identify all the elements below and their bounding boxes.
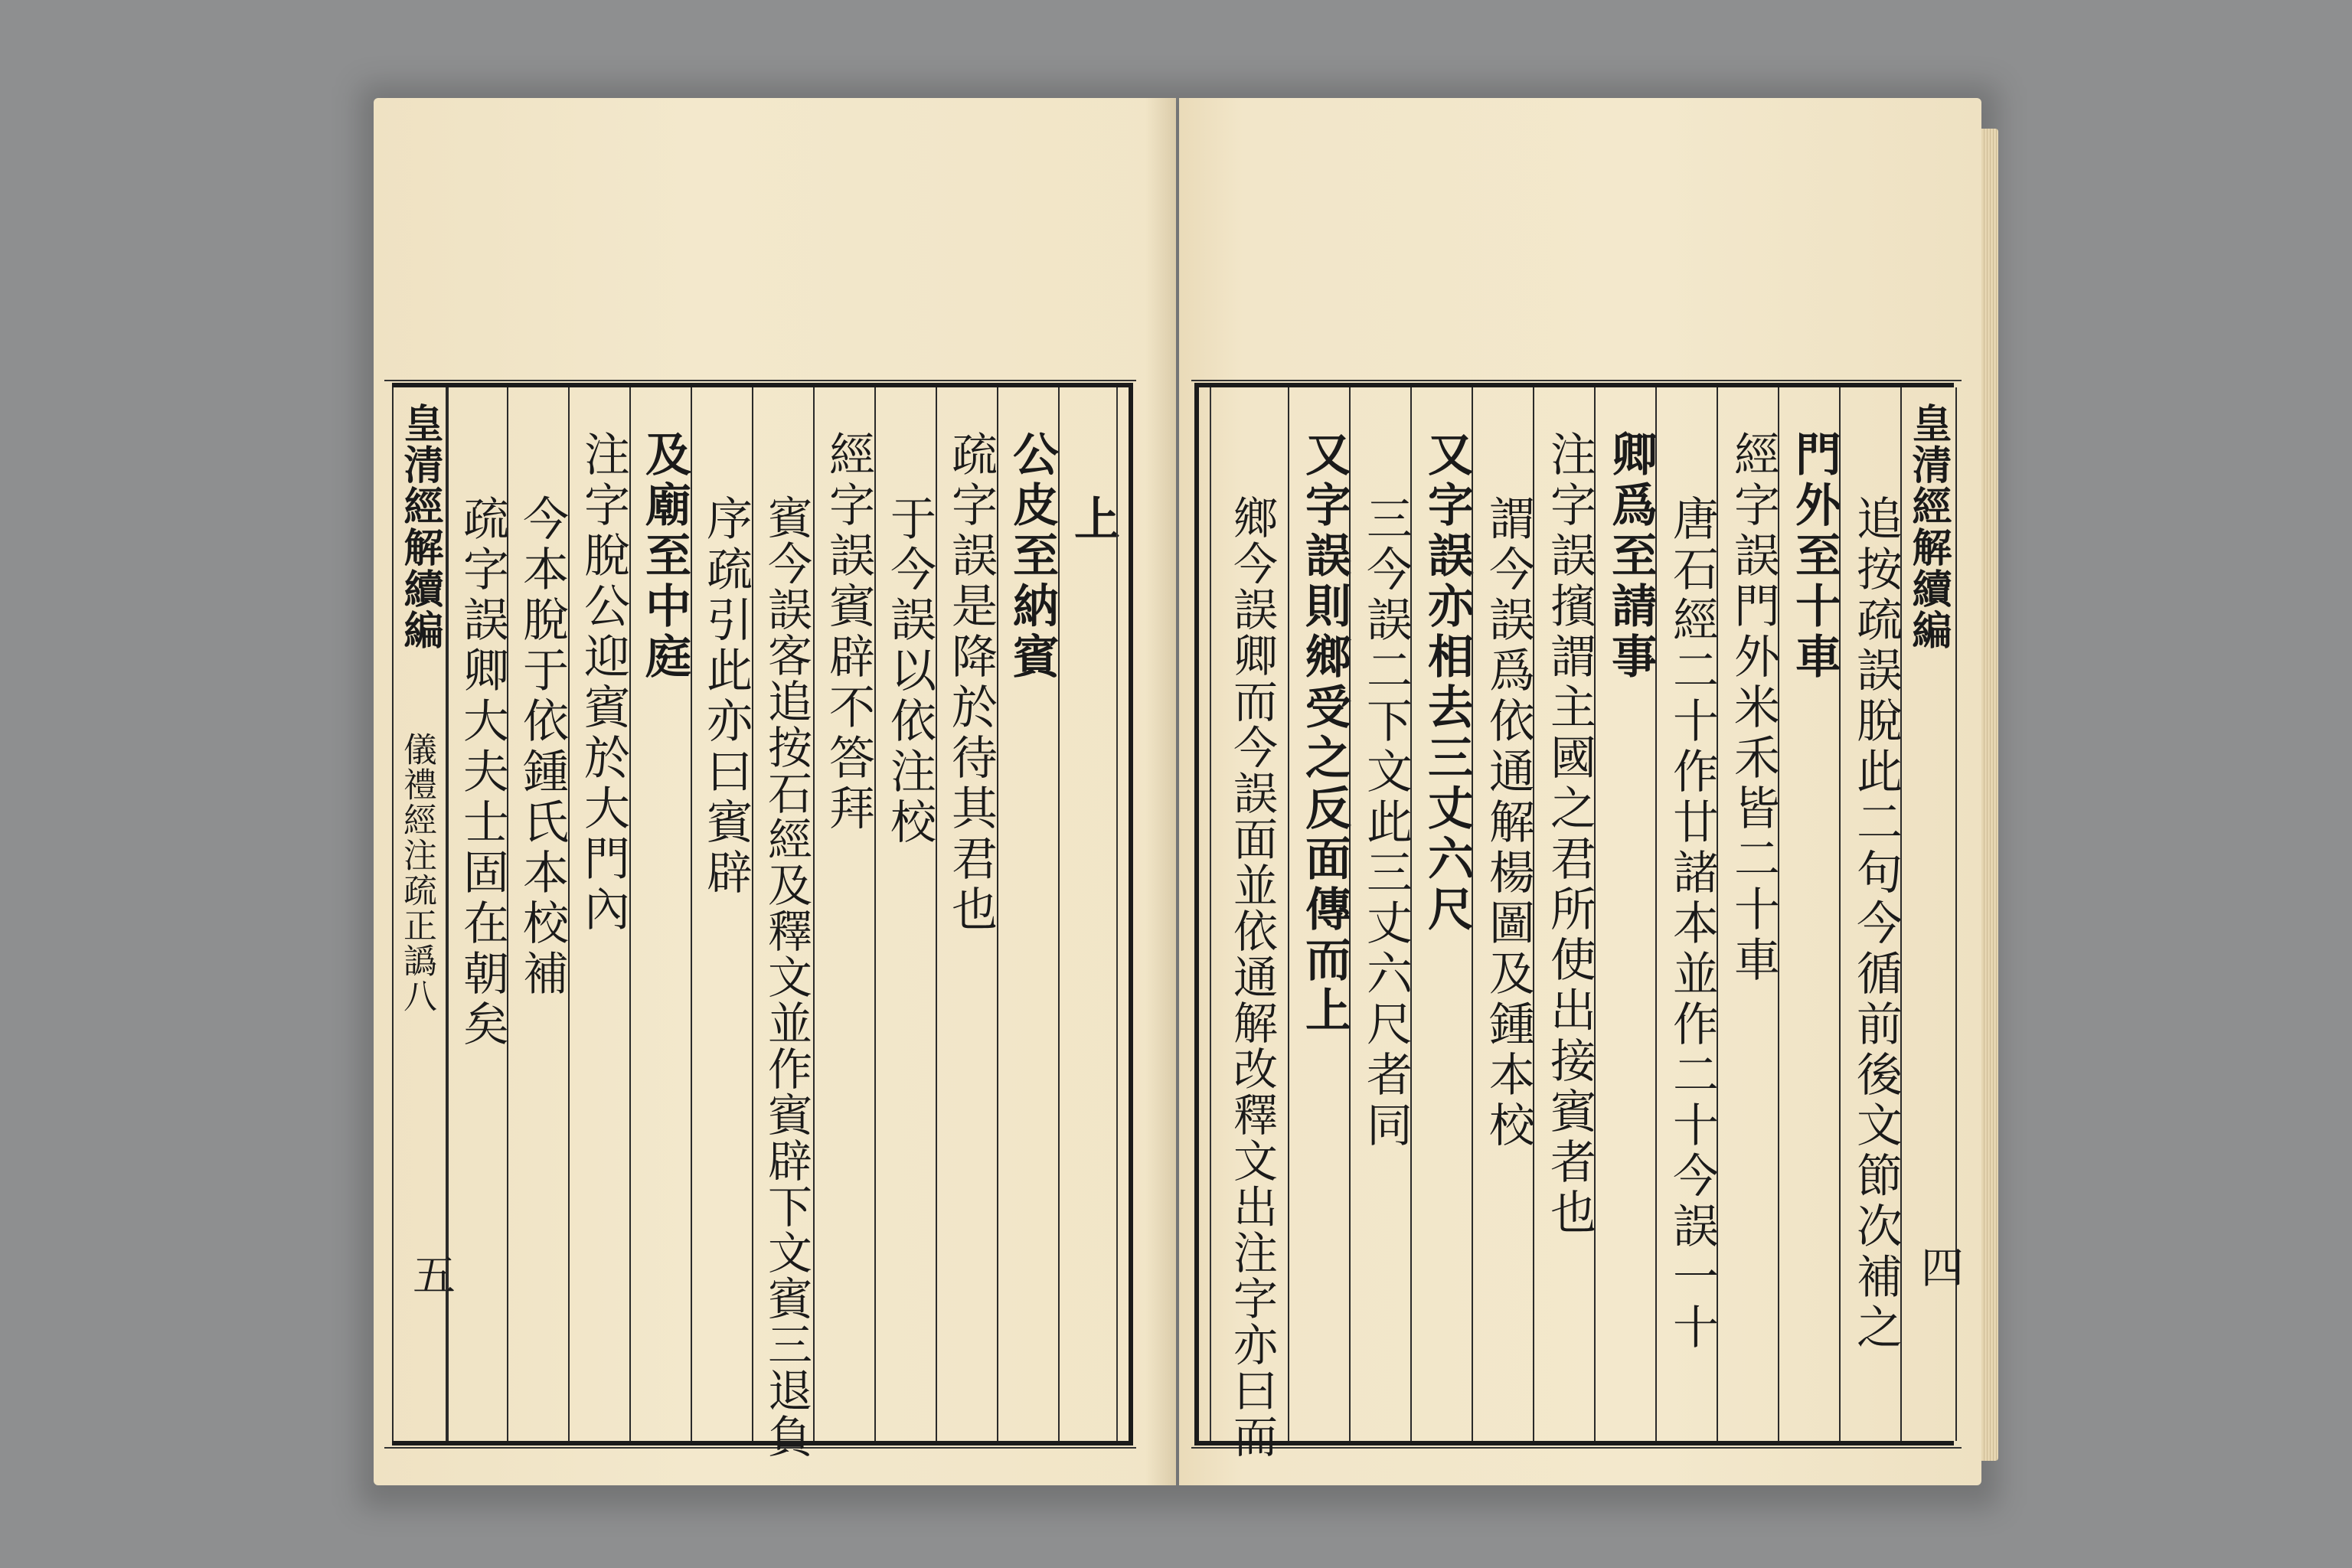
text-column-10: 今本脫于依鍾氏本校補 [515,495,569,1000]
spine-section: 儀禮經注疏正譌八 [397,732,436,1014]
spine-title: 皇清經解續編 [397,403,443,651]
text-column-7: 序疏引此亦曰賓辟 [699,495,753,899]
page-number-left: 五 [406,1253,456,1295]
page-number-right: 四 [1914,1245,1964,1288]
text-column-9: 注字脫公迎賓於大門內 [577,430,630,936]
text-column-6: 注字誤擯謂主國之君所使出接賓者也 [1543,430,1596,1239]
text-column-11: 疏字誤卿大夫士固在朝矣 [456,495,509,1050]
text-column-2: 門外至十車 [1788,430,1841,683]
left-spine-strip [392,387,456,1441]
right-page [1179,98,1981,1485]
text-column-6: 賓今誤客追按石經及釋文並作賓辟下文賓三退負 [760,495,812,1459]
right-spine-strip [1900,387,1964,1441]
text-column-8: 及廟至中庭 [638,430,691,683]
spine-title-right: 皇清經解續編 [1905,403,1952,651]
left-page [374,98,1176,1485]
text-column-3: 疏字誤是降於待其君也 [944,430,998,936]
text-column-9: 三今誤二下文此三丈六尺者同 [1359,495,1413,1152]
text-column-2: 公皮至納賓 [1005,430,1059,683]
text-column-4: 唐石經二十作廿諸本並作二十今誤一十 [1665,495,1719,1354]
text-column-8: 又字誤亦相去三丈六尺 [1420,430,1474,936]
text-column-1: 上 [1067,495,1120,545]
text-column-5: 經字誤賓辟不答拜 [822,430,875,835]
right-page-frame [1194,383,1964,1459]
text-column-7: 謂今誤爲依通解楊圖及鍾本校 [1481,495,1535,1152]
page-edge-stack [1981,129,1998,1461]
left-page-frame [392,383,1133,1459]
text-column-5: 卿爲至請事 [1604,430,1658,683]
text-column-11: 鄉今誤卿而今誤面並依通解改釋文出注字亦曰而 [1226,495,1278,1459]
text-column-10: 又字誤則鄉受之反面傳而上 [1298,430,1351,1037]
text-column-4: 于今誤以依注校 [883,495,936,848]
text-column-3: 經字誤門外米禾皆二十車 [1726,430,1780,986]
text-column-1: 追按疏誤脫此二句今循前後文節次補之 [1849,495,1903,1354]
